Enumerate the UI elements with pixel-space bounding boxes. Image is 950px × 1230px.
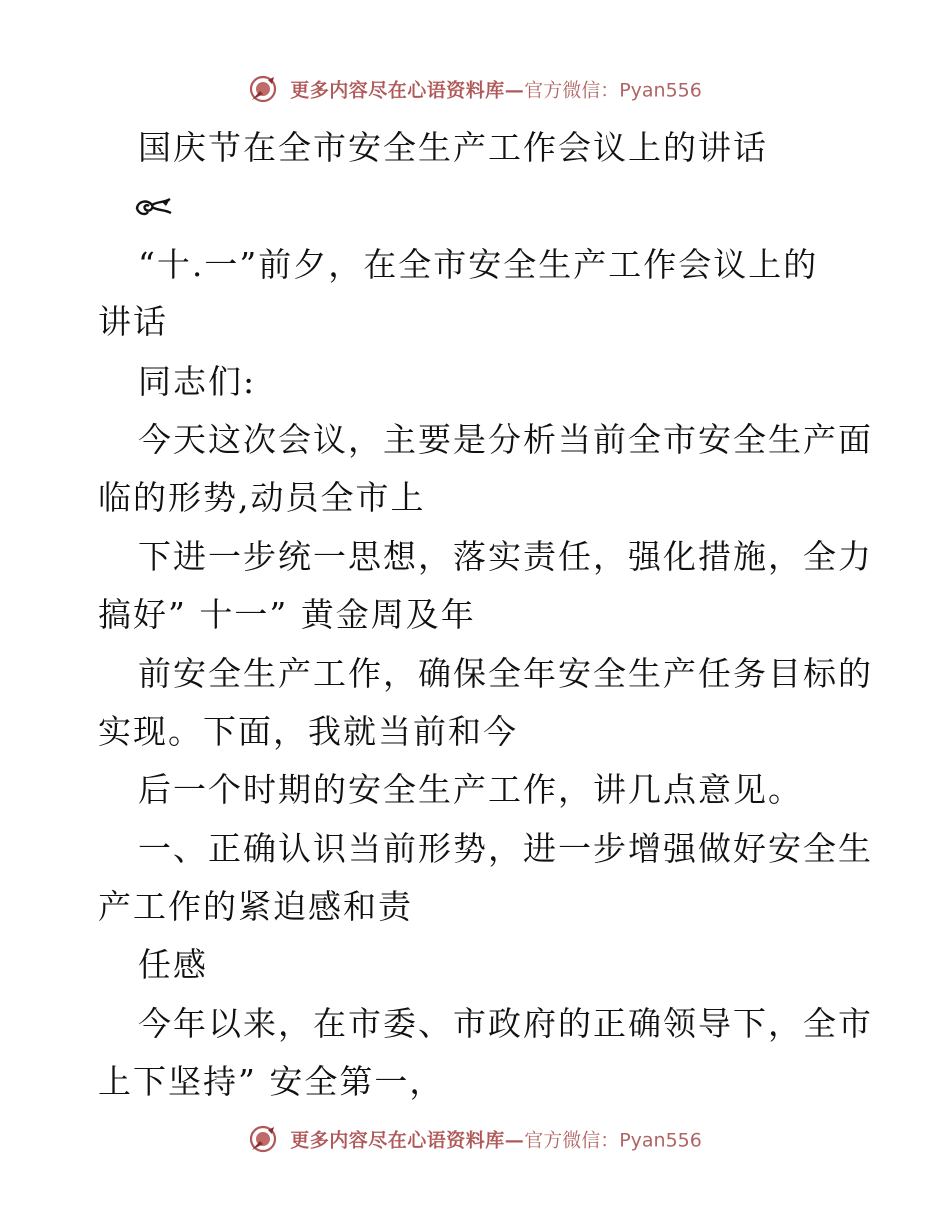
watermark-header bbox=[0, 74, 950, 104]
watermark-account: 官方微信：Pyan556 bbox=[524, 79, 702, 102]
body-line-13: 任感 bbox=[138, 945, 208, 984]
body-line-9: 实现。下面，我就当前和今 bbox=[98, 712, 518, 751]
body-line-10: 后一个时期的安全生产工作，讲几点意见。 bbox=[138, 770, 803, 809]
body-line-4: 今天这次会议，主要是分析当前全市安全生产面 bbox=[138, 420, 873, 459]
watermark-text: 更多内容尽在心语资料库— bbox=[290, 1129, 525, 1152]
watermark-footer bbox=[0, 1124, 950, 1154]
body-line-1: “十.一”前夕，在全市安全生产工作会议上的 bbox=[138, 245, 819, 284]
watermark-account: 官方微信：Pyan556 bbox=[524, 1129, 702, 1152]
body-line-8: 前安全生产工作，确保全年安全生产任务目标的 bbox=[138, 654, 873, 693]
pen-nib-circle-icon bbox=[248, 74, 278, 104]
body-line-15: 上下坚持” 安全第一， bbox=[98, 1062, 445, 1101]
document-title: 国庆节在全市安全生产工作会议上的讲话 bbox=[138, 128, 768, 167]
body-line-5: 临的形势,动员全市上 bbox=[98, 478, 426, 517]
pen-nib-circle-icon bbox=[248, 1124, 278, 1154]
body-line-3: 同志们: bbox=[138, 362, 257, 401]
body-line-14: 今年以来，在市委、市政府的正确领导下，全市 bbox=[138, 1004, 873, 1043]
body-line-7: 搞好” 十一” 黄金周及年 bbox=[98, 595, 476, 634]
body-line-6: 下进一步统一思想，落实责任，强化措施，全力 bbox=[138, 537, 873, 576]
watermark-text: 更多内容尽在心语资料库— bbox=[290, 79, 525, 102]
body-line-12: 产工作的紧迫感和责 bbox=[98, 887, 413, 926]
body-line-11: 一、正确认识当前形势，进一步增强做好安全生 bbox=[138, 829, 873, 868]
fleuron-icon bbox=[134, 193, 174, 221]
body-line-2: 讲话 bbox=[98, 302, 168, 341]
